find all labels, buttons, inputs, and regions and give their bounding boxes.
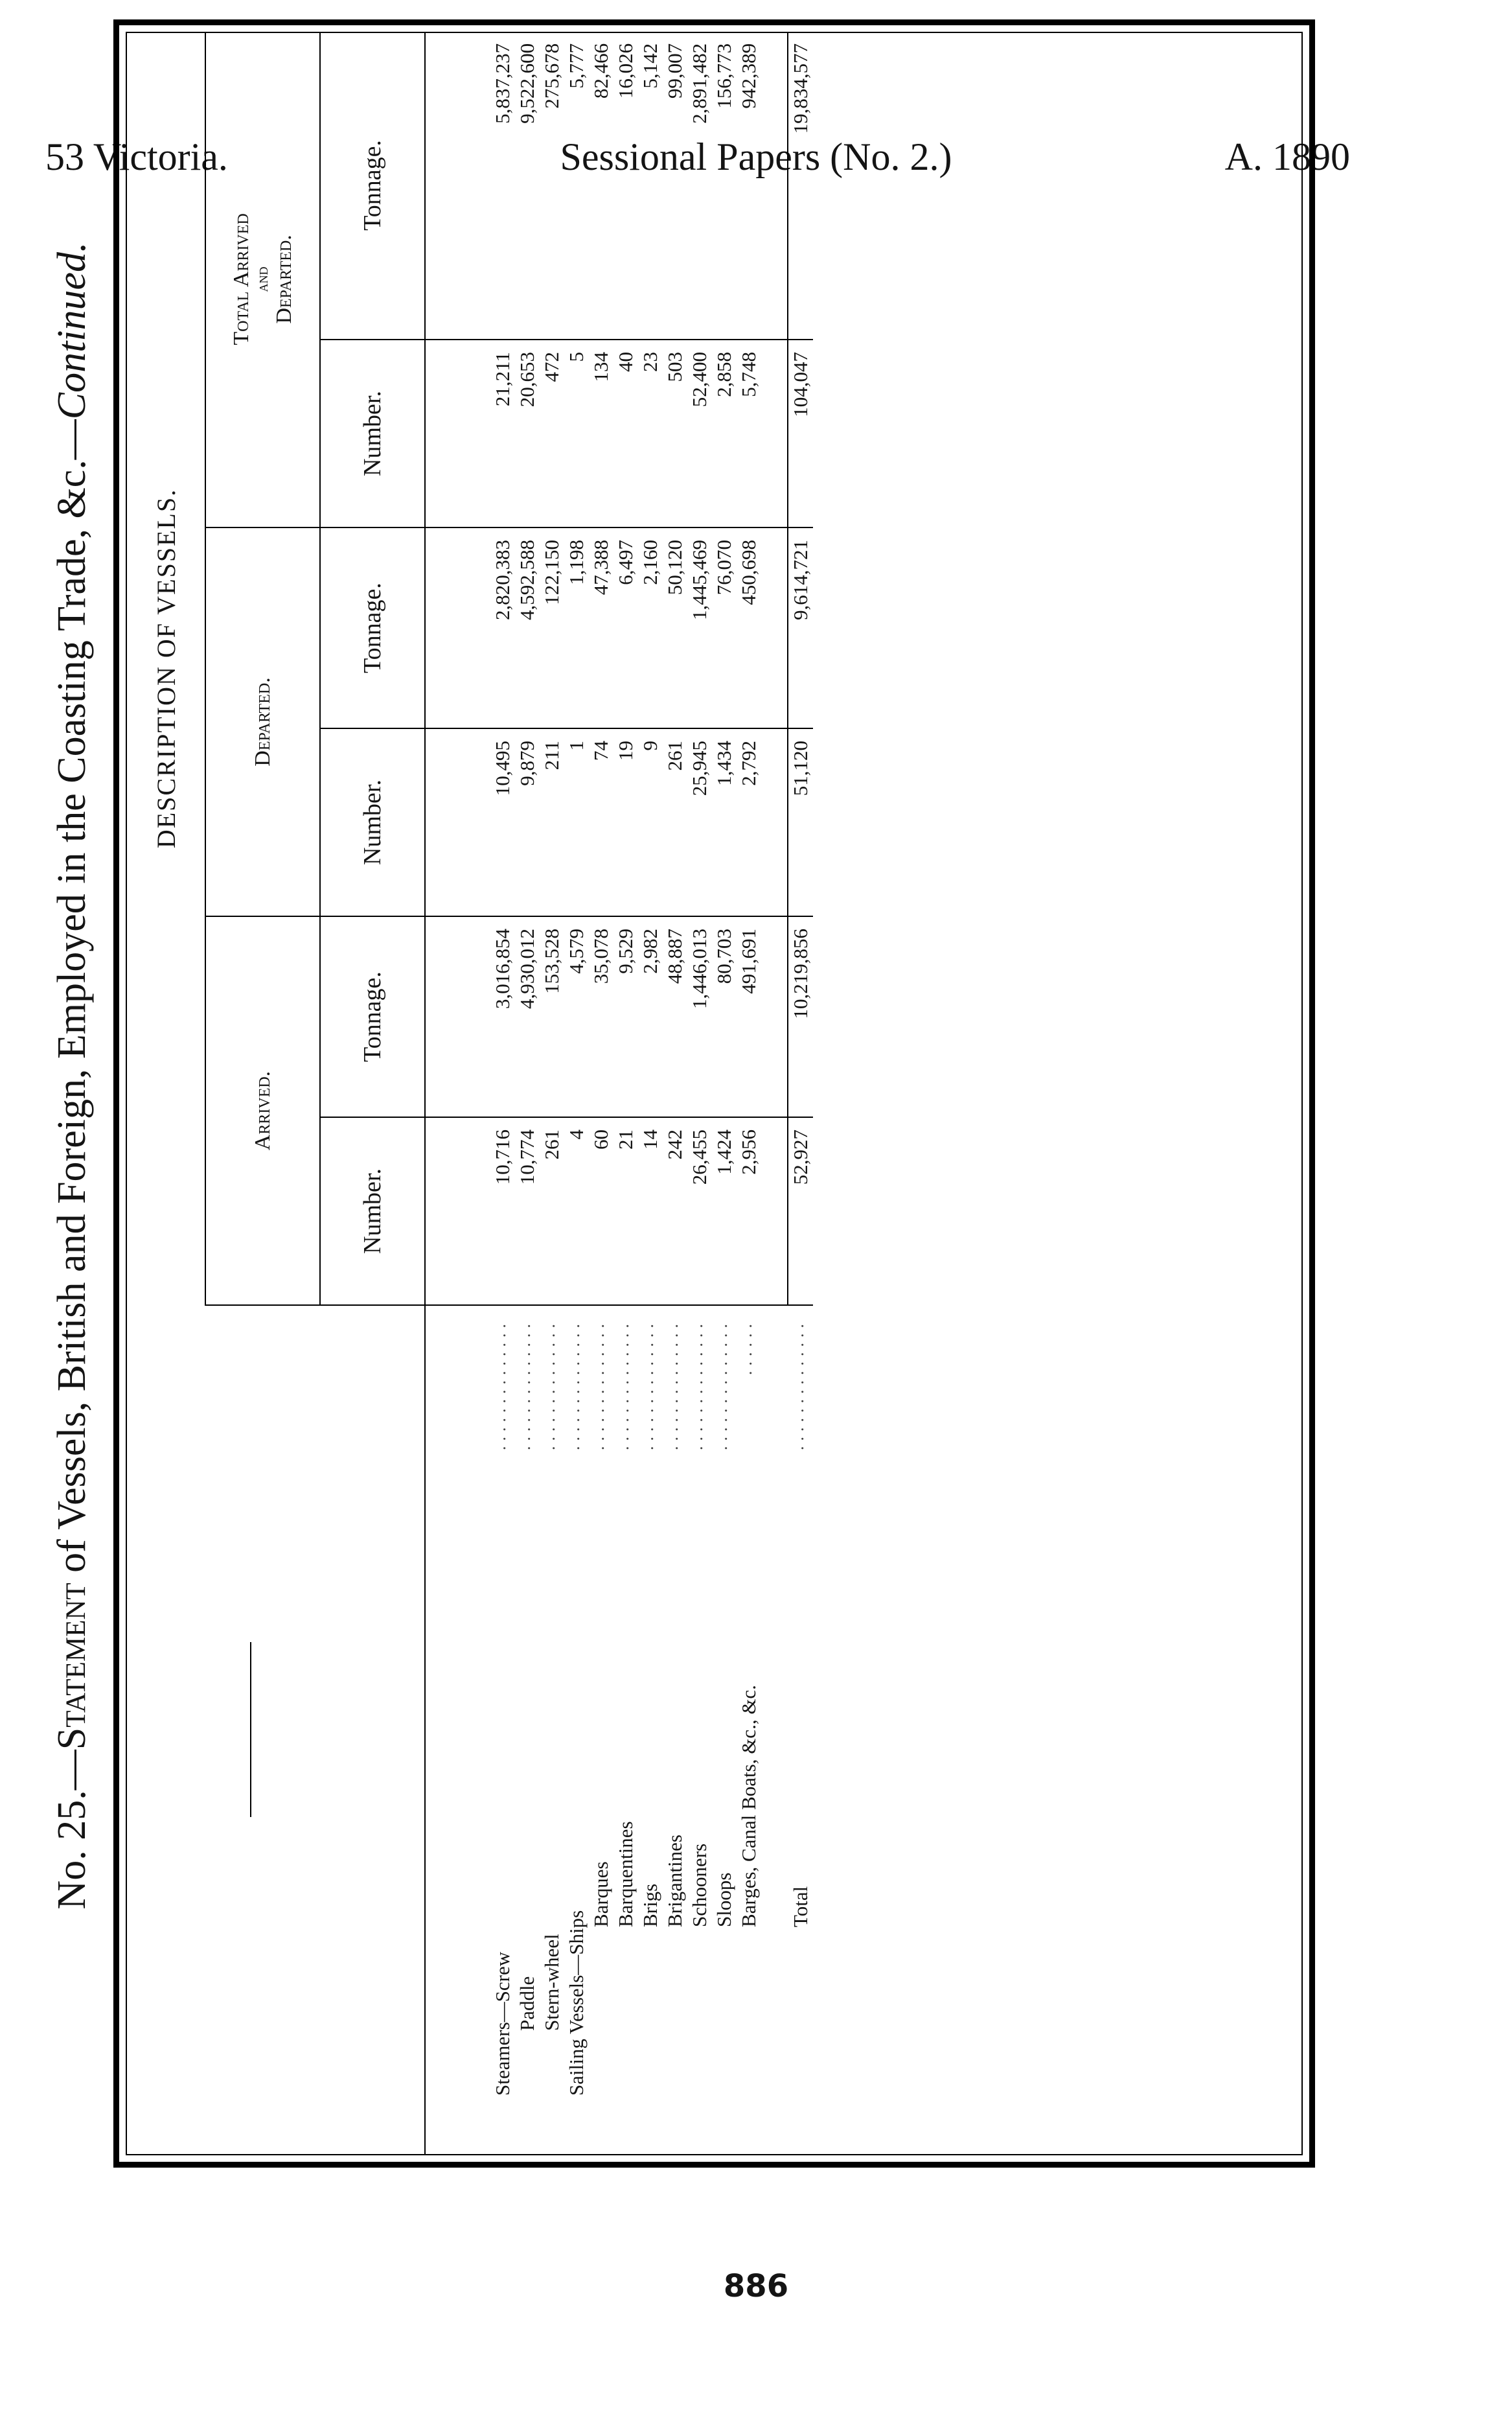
departed-number: 2,792 xyxy=(737,728,761,916)
table-row: Paddle .............. 10,774 4,930,012 9,879 4,592,588 20,653 9,522,600 xyxy=(515,32,540,2154)
total-number: 21,211 xyxy=(425,340,515,527)
departed-number: 74 xyxy=(589,728,613,916)
departed-tonnage: 47,388 xyxy=(589,527,613,728)
header-center: Sessional Papers (No. 2.) xyxy=(560,135,952,178)
departed-number: 25,945 xyxy=(687,728,712,916)
departed-number: 9 xyxy=(638,728,663,916)
total-row: Total .............. 52,927 10,219,856 51,120 9,614,721 104,047 19,834,577 xyxy=(788,32,813,2154)
total-number: 472 xyxy=(540,340,564,527)
total-number: 20,653 xyxy=(515,340,540,527)
arrived-number: 26,455 xyxy=(687,1117,712,1305)
total-number: 5 xyxy=(564,340,589,527)
vessels-table-body xyxy=(425,32,813,2154)
total-departed-number: 51,120 xyxy=(788,728,813,916)
row-label: Steamers—Screw xyxy=(491,1951,514,2096)
arrived-tonnage: 153,528 xyxy=(540,916,564,1117)
caption-continued: Continued. xyxy=(50,242,94,420)
row-label: Brigantines xyxy=(663,1835,686,1927)
arrived-number: 10,774 xyxy=(515,1117,540,1305)
table-row: Barges, Canal Boats, &c., &c. ...... 2,956 491,691 2,792 450,698 5,748 942,389 xyxy=(737,32,761,2154)
total-number-heading: Number. xyxy=(320,340,425,527)
total-arrived-tonnage: 10,219,856 xyxy=(788,916,813,1117)
page-number: 886 xyxy=(723,2268,789,2304)
table-row: Stern-wheel .............. 261 153,528 211 122,150 472 275,678 xyxy=(540,32,564,2154)
total-tonnage: 156,773 xyxy=(712,32,737,340)
row-label: Stern-wheel xyxy=(540,1934,563,2031)
total-tonnage: 5,777 xyxy=(564,32,589,340)
arrived-tonnage-heading: Tonnage. xyxy=(320,916,425,1117)
total-arrived-number: 52,927 xyxy=(788,1117,813,1305)
arrived-tonnage: 35,078 xyxy=(589,916,613,1117)
arrived-tonnage: 2,982 xyxy=(638,916,663,1117)
row-label: Paddle xyxy=(516,1976,538,2031)
arrived-number: 2,956 xyxy=(737,1117,761,1305)
arrived-number: 10,716 xyxy=(425,1117,515,1305)
table-row: Steamers—Screw .............. 10,716 3,016,854 10,495 2,820,383 21,211 5,837,237 xyxy=(425,32,515,2154)
total-heading-line-2: and xyxy=(253,266,272,292)
arrived-tonnage: 48,887 xyxy=(663,916,687,1117)
table-inner-frame xyxy=(126,32,1303,2155)
grand-total-number: 104,047 xyxy=(788,340,813,527)
caption-prefix: No. 25.— xyxy=(50,1750,94,1910)
row-label: Sailing Vessels—Ships xyxy=(565,1910,588,2096)
row-label: Sloops xyxy=(713,1872,735,1927)
departed-tonnage: 76,070 xyxy=(712,527,737,728)
total-number: 23 xyxy=(638,340,663,527)
departed-number: 1 xyxy=(564,728,589,916)
departed-tonnage: 6,497 xyxy=(613,527,638,728)
caption-middle: of Vessels, British and Foreign, Employed in the Coasting Trade, &c.— xyxy=(50,419,94,1583)
total-number: 134 xyxy=(589,340,613,527)
departed-tonnage: 122,150 xyxy=(540,527,564,728)
arrived-tonnage: 3,016,854 xyxy=(425,916,515,1117)
arrived-heading: Arrived. xyxy=(205,916,320,1305)
arrived-tonnage: 4,930,012 xyxy=(515,916,540,1117)
total-tonnage: 5,142 xyxy=(638,32,663,340)
departed-tonnage-heading: Tonnage. xyxy=(320,527,425,728)
arrived-tonnage: 491,691 xyxy=(737,916,761,1117)
total-arrived-departed-heading xyxy=(205,32,320,527)
table-row: Brigantines .............. 242 48,887 261 50,120 503 99,007 xyxy=(663,32,687,2154)
departed-number: 19 xyxy=(613,728,638,916)
arrived-number: 21 xyxy=(613,1117,638,1305)
table-frame xyxy=(113,19,1315,2168)
table-caption xyxy=(52,0,92,2168)
total-tonnage-heading: Tonnage. xyxy=(320,32,425,340)
departed-number: 211 xyxy=(540,728,564,916)
arrived-number: 242 xyxy=(663,1117,687,1305)
total-tonnage: 99,007 xyxy=(663,32,687,340)
departed-number: 9,879 xyxy=(515,728,540,916)
departed-number: 261 xyxy=(663,728,687,916)
total-number: 5,748 xyxy=(737,340,761,527)
total-number: 503 xyxy=(663,340,687,527)
departed-tonnage: 1,198 xyxy=(564,527,589,728)
total-tonnage: 942,389 xyxy=(737,32,761,340)
total-tonnage: 16,026 xyxy=(613,32,638,340)
rotated-page-body xyxy=(39,0,1334,2168)
total-departed-tonnage: 9,614,721 xyxy=(788,527,813,728)
departed-tonnage: 50,120 xyxy=(663,527,687,728)
total-tonnage: 275,678 xyxy=(540,32,564,340)
departed-tonnage: 450,698 xyxy=(737,527,761,728)
arrived-tonnage: 80,703 xyxy=(712,916,737,1117)
departed-tonnage: 2,160 xyxy=(638,527,663,728)
arrived-number: 4 xyxy=(564,1117,589,1305)
grand-total-tonnage: 19,834,577 xyxy=(788,32,813,340)
departed-number-heading: Number. xyxy=(320,728,425,916)
arrived-tonnage: 4,579 xyxy=(564,916,589,1117)
arrived-number: 60 xyxy=(589,1117,613,1305)
table-row: Sloops .............. 1,424 80,703 1,434 76,070 2,858 156,773 xyxy=(712,32,737,2154)
header-right: A. 1890 xyxy=(1224,135,1350,178)
arrived-tonnage: 9,529 xyxy=(613,916,638,1117)
departed-tonnage: 2,820,383 xyxy=(425,527,515,728)
table-row: Brigs .............. 14 2,982 9 2,160 23 5,142 xyxy=(638,32,663,2154)
header-left: 53 Victoria. xyxy=(45,135,228,178)
departed-number: 10,495 xyxy=(425,728,515,916)
departed-tonnage: 1,445,469 xyxy=(687,527,712,728)
total-heading-line-3: Departed. xyxy=(271,235,296,324)
total-tonnage: 2,891,482 xyxy=(687,32,712,340)
total-heading-line-1: Total Arrived xyxy=(229,213,253,345)
total-tonnage: 9,522,600 xyxy=(515,32,540,340)
row-label: Barges, Canal Boats, &c., &c. xyxy=(737,1685,760,1927)
departed-heading: Departed. xyxy=(205,527,320,916)
row-label: Barquentines xyxy=(614,1821,637,1927)
departed-number: 1,434 xyxy=(712,728,737,916)
table-row: Barques .............. 60 35,078 74 47,388 134 82,466 xyxy=(589,32,613,2154)
total-label: Total xyxy=(788,1886,812,1927)
table-row: Sailing Vessels—Ships .............. 4 4,579 1 1,198 5 5,777 xyxy=(564,32,589,2154)
arrived-number: 261 xyxy=(540,1117,564,1305)
caption-statement: Statement xyxy=(50,1582,94,1750)
departed-tonnage: 4,592,588 xyxy=(515,527,540,728)
arrived-number-heading: Number. xyxy=(320,1117,425,1305)
total-tonnage: 5,837,237 xyxy=(425,32,515,340)
total-number: 40 xyxy=(613,340,638,527)
vessels-table xyxy=(127,32,813,2154)
arrived-number: 14 xyxy=(638,1117,663,1305)
total-tonnage: 82,466 xyxy=(589,32,613,340)
description-of-vessels-heading: DESCRIPTION OF VESSELS. xyxy=(127,32,205,1305)
row-label: Brigs xyxy=(639,1883,661,1927)
row-label: Schooners xyxy=(688,1843,711,1927)
table-row: Schooners .............. 26,455 1,446,013 25,945 1,445,469 52,400 2,891,482 xyxy=(687,32,712,2154)
total-number: 2,858 xyxy=(712,340,737,527)
arrived-tonnage: 1,446,013 xyxy=(687,916,712,1117)
table-row: Barquentines .............. 21 9,529 19 6,497 40 16,026 xyxy=(613,32,638,2154)
total-number: 52,400 xyxy=(687,340,712,527)
row-label: Barques xyxy=(590,1861,612,1927)
arrived-number: 1,424 xyxy=(712,1117,737,1305)
